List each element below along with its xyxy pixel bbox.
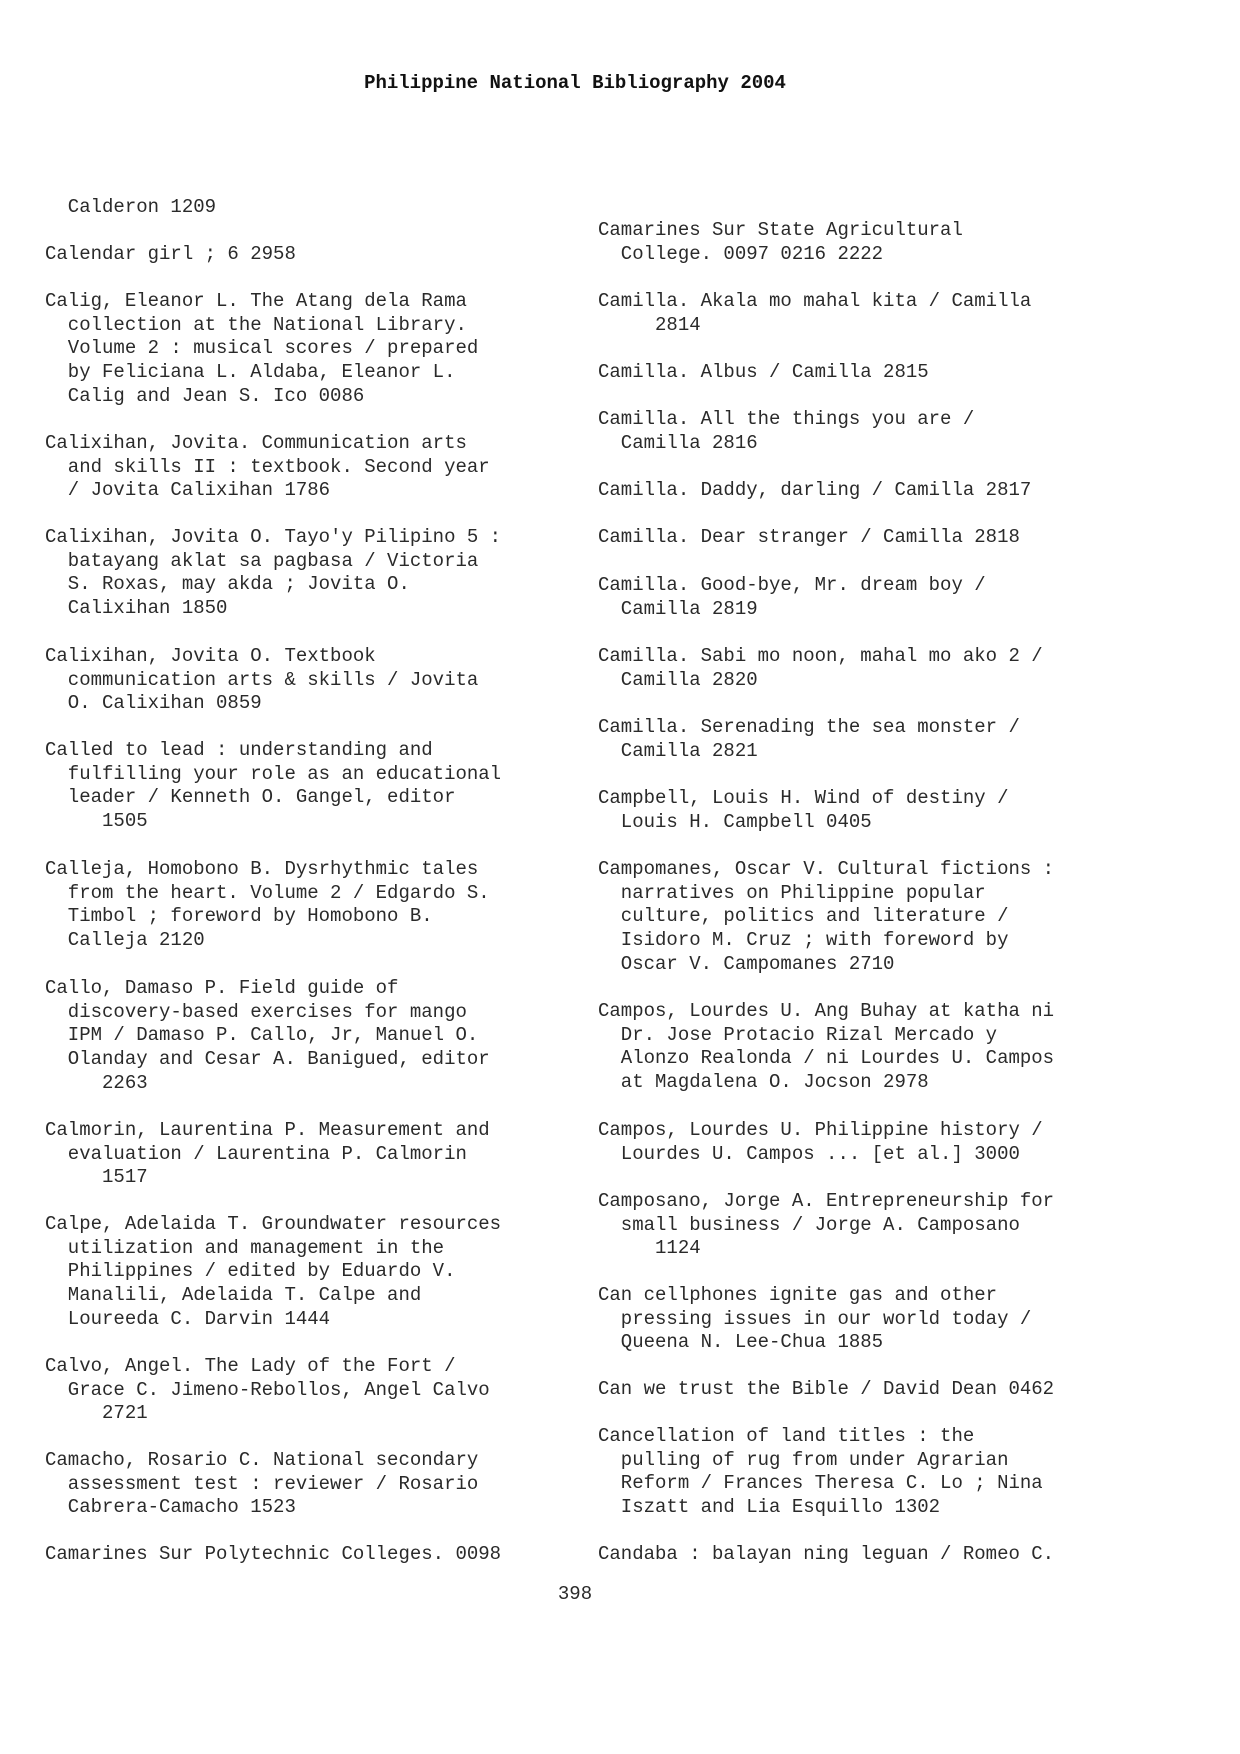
list-item: Camilla. Serenading the sea monster / Camilla 2821: [598, 716, 1020, 762]
page-title: Philippine National Bibliography 2004: [364, 72, 786, 94]
page-number: 398: [557, 1583, 593, 1605]
list-item: Calpe, Adelaida T. Groundwater resources utilization and management in the Philippines / edited by Eduardo V. Manalili, Adelaida T. Calpe and Loureeda C. Darvin 1444: [45, 1213, 502, 1330]
list-item: Camilla. Akala mo mahal kita / Camilla 2814: [598, 290, 1032, 336]
list-item: Camarines Sur State Agricultural College. 0097 0216 2222: [598, 219, 963, 265]
list-item: Calmorin, Laurentina P. Measurement and evaluation / Laurentina P. Calmorin 1517: [45, 1119, 490, 1189]
list-item: Can cellphones ignite gas and other pressing issues in our world today / Queena N. Lee-Chua 1885: [598, 1284, 1032, 1354]
list-item: Candaba : balayan ning leguan / Romeo C.: [598, 1543, 1055, 1565]
list-item: Camilla. Daddy, darling / Camilla 2817: [598, 479, 1032, 501]
list-item: Camilla. Sabi mo noon, mahal mo ako 2 / Camilla 2820: [598, 645, 1043, 691]
list-item: Calvo, Angel. The Lady of the Fort / Grace C. Jimeno-Rebollos, Angel Calvo 2721: [45, 1355, 490, 1425]
list-item: Called to lead : understanding and fulfilling your role as an educational leader / Kenneth O. Gangel, editor 1505: [45, 739, 502, 833]
list-item: Camposano, Jorge A. Entrepreneurship for small business / Jorge A. Camposano 1124: [598, 1190, 1055, 1260]
list-item: Campos, Lourdes U. Ang Buhay at katha ni Dr. Jose Protacio Rizal Mercado y Alonzo Realonda / ni Lourdes U. Campos at Magdalena O. Jocson 2978: [598, 1000, 1055, 1094]
list-item: Campomanes, Oscar V. Cultural fictions : narratives on Philippine popular culture, politics and literature / Isidoro M. Cruz ; with foreword by Oscar V. Campomanes 2710: [598, 858, 1055, 975]
list-item: Campos, Lourdes U. Philippine history / Lourdes U. Campos ... [et al.] 3000: [598, 1119, 1043, 1165]
list-item: Camacho, Rosario C. National secondary assessment test : reviewer / Rosario Cabrera-Camacho 1523: [45, 1449, 479, 1519]
list-item: Camilla. Albus / Camilla 2815: [598, 361, 929, 383]
list-item: Camarines Sur Polytechnic Colleges. 0098: [45, 1543, 502, 1565]
list-item: Campbell, Louis H. Wind of destiny / Louis H. Campbell 0405: [598, 787, 1009, 833]
list-item: Can we trust the Bible / David Dean 0462: [598, 1378, 1055, 1400]
list-item: Calderon 1209: [45, 196, 217, 218]
list-item: Calleja, Homobono B. Dysrhythmic tales from the heart. Volume 2 / Edgardo S. Timbol ; foreword by Homobono B. Calleja 2120: [45, 858, 490, 952]
list-item: Calig, Eleanor L. The Atang dela Rama collection at the National Library. Volume 2 : musical scores / prepared by Feliciana L. Aldaba, Eleanor L. Calig and Jean S. Ico 0086: [45, 290, 479, 407]
list-item: Cancellation of land titles : the pulling of rug from under Agrarian Reform / Frances Theresa C. Lo ; Nina Iszatt and Lia Esquillo 1302: [598, 1425, 1043, 1519]
list-item: Camilla. Good-bye, Mr. dream boy / Camilla 2819: [598, 574, 986, 620]
list-item: Camilla. Dear stranger / Camilla 2818: [598, 526, 1020, 548]
list-item: Calixihan, Jovita O. Textbook communication arts & skills / Jovita O. Calixihan 0859: [45, 645, 479, 715]
list-item: Camilla. All the things you are / Camilla 2816: [598, 408, 975, 454]
list-item: Calixihan, Jovita. Communication arts and skills II : textbook. Second year / Jovita Calixihan 1786: [45, 432, 490, 502]
list-item: Calendar girl ; 6 2958: [45, 243, 296, 265]
list-item: Calixihan, Jovita O. Tayo'y Pilipino 5 : batayang aklat sa pagbasa / Victoria S. Roxas, may akda ; Jovita O. Calixihan 1850: [45, 526, 502, 620]
list-item: Callo, Damaso P. Field guide of discovery-based exercises for mango IPM / Damaso P. Callo, Jr, Manuel O. Olanday and Cesar A. Banigued, editor 2263: [45, 977, 490, 1094]
